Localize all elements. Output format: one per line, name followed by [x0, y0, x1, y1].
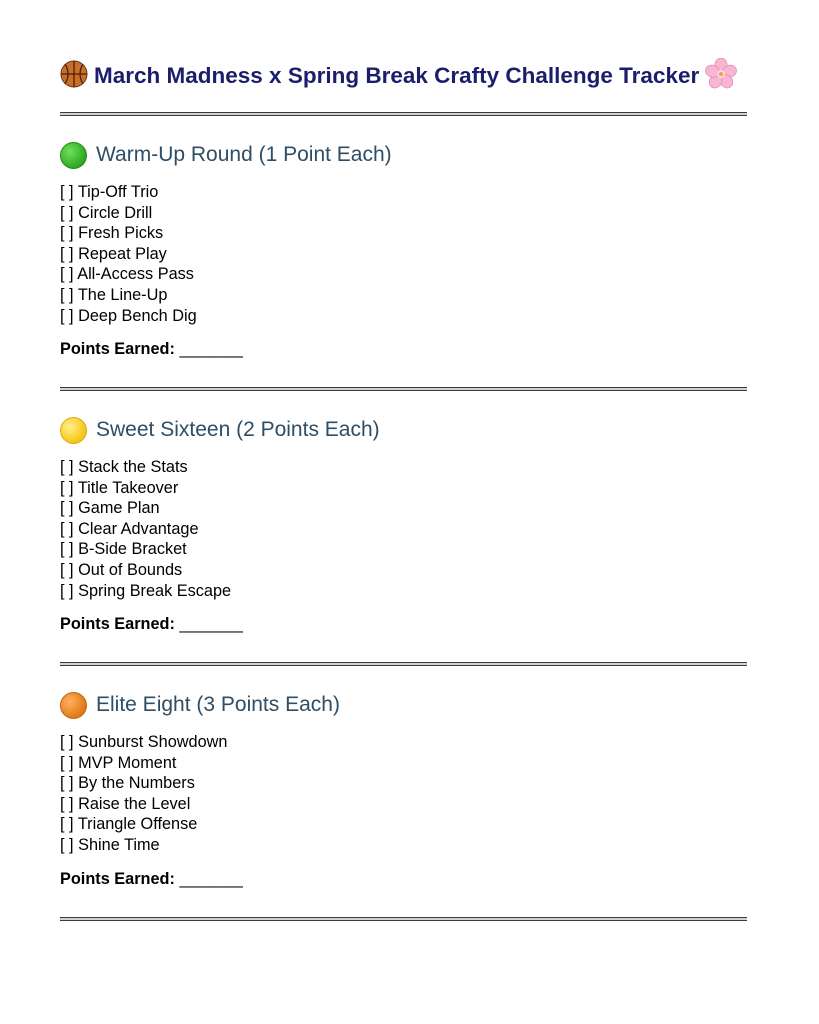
checkbox[interactable]: [ ]: [60, 774, 74, 793]
checkbox[interactable]: [ ]: [60, 835, 74, 854]
checkbox[interactable]: [ ]: [60, 203, 74, 222]
section-title: Elite Eight (3 Points Each): [96, 693, 340, 716]
points-earned: [60, 869, 747, 889]
basketball-icon: [60, 60, 88, 93]
section-header: [60, 415, 747, 445]
list-item[interactable]: [60, 581, 747, 602]
list-item[interactable]: [60, 264, 747, 285]
divider: [60, 662, 747, 666]
section-warm-up: [60, 140, 747, 359]
points-blank[interactable]: _______: [179, 615, 243, 634]
checkbox[interactable]: [ ]: [60, 224, 74, 243]
section-elite-eight: [60, 690, 747, 889]
page-title: March Madness x Spring Break Crafty Challenge Tracker: [94, 63, 700, 88]
checkbox[interactable]: [ ]: [60, 244, 74, 263]
item-label: Clear Advantage: [78, 519, 199, 538]
checkbox[interactable]: [ ]: [60, 815, 74, 834]
item-label: Title Takeover: [77, 478, 179, 497]
item-label: Circle Drill: [78, 203, 153, 222]
list-item[interactable]: [60, 182, 747, 203]
item-label: Deep Bench Dig: [78, 306, 197, 325]
item-label: Tip-Off Trio: [77, 183, 159, 201]
divider: [60, 387, 747, 391]
list-item[interactable]: [60, 306, 747, 327]
list-item[interactable]: [60, 814, 747, 835]
item-label: By the Numbers: [78, 774, 195, 793]
checkbox[interactable]: [ ]: [60, 183, 74, 201]
list-item[interactable]: [60, 478, 747, 499]
list-item[interactable]: [60, 498, 747, 519]
item-label: Repeat Play: [78, 244, 167, 263]
checkbox[interactable]: [ ]: [60, 540, 74, 559]
checkbox[interactable]: [ ]: [60, 458, 74, 476]
list-item[interactable]: [60, 457, 747, 478]
points-earned: [60, 614, 747, 634]
item-label: Fresh Picks: [78, 224, 164, 243]
list-item[interactable]: [60, 519, 747, 540]
item-label: The Line-Up: [77, 285, 168, 304]
section-header: [60, 690, 747, 720]
list-item[interactable]: [60, 794, 747, 815]
list-item[interactable]: [60, 244, 747, 265]
checklist: [60, 457, 747, 601]
orange-circle-icon: [60, 692, 87, 719]
points-label: Points Earned:: [60, 340, 175, 359]
points-label: Points Earned:: [60, 869, 175, 888]
list-item[interactable]: [60, 203, 747, 224]
list-item[interactable]: [60, 539, 747, 560]
item-label: MVP Moment: [78, 753, 177, 772]
divider-bottom: [60, 917, 747, 921]
checkbox[interactable]: [ ]: [60, 519, 74, 538]
item-label: All-Access Pass: [77, 265, 194, 284]
checkbox[interactable]: [ ]: [60, 560, 74, 579]
item-label: B-Side Bracket: [78, 540, 187, 559]
points-blank[interactable]: _______: [179, 869, 243, 888]
checkbox[interactable]: [ ]: [60, 285, 74, 304]
item-label: Sunburst Showdown: [78, 733, 228, 751]
checklist: [60, 732, 747, 856]
list-item[interactable]: [60, 732, 747, 753]
list-item[interactable]: [60, 223, 747, 244]
divider-top: [60, 112, 747, 116]
section-sweet-sixteen: [60, 415, 747, 634]
item-label: Game Plan: [78, 499, 160, 518]
checkbox[interactable]: [ ]: [60, 753, 74, 772]
list-item[interactable]: [60, 560, 747, 581]
checkbox[interactable]: [ ]: [60, 581, 74, 600]
checkbox[interactable]: [ ]: [60, 794, 74, 813]
item-label: Triangle Offense: [77, 815, 198, 834]
item-label: Spring Break Escape: [78, 581, 232, 600]
item-label: Out of Bounds: [78, 560, 183, 579]
section-title: Warm-Up Round (1 Point Each): [96, 143, 392, 166]
checkbox[interactable]: [ ]: [60, 733, 74, 751]
section-header: [60, 140, 747, 170]
points-blank[interactable]: _______: [179, 340, 243, 359]
list-item[interactable]: [60, 753, 747, 774]
item-label: Stack the Stats: [78, 458, 188, 476]
section-title: Sweet Sixteen (2 Points Each): [96, 418, 380, 441]
yellow-circle-icon: [60, 417, 87, 444]
list-item[interactable]: [60, 835, 747, 856]
checkbox[interactable]: [ ]: [60, 265, 74, 284]
cherry-blossom-icon: [705, 58, 737, 95]
points-label: Points Earned:: [60, 615, 175, 634]
item-label: Raise the Level: [78, 794, 191, 813]
page-header: [60, 58, 780, 94]
points-earned: [60, 339, 747, 359]
checklist: [60, 182, 747, 326]
list-item[interactable]: [60, 285, 747, 306]
checkbox[interactable]: [ ]: [60, 306, 74, 325]
item-label: Shine Time: [78, 835, 160, 854]
checkbox[interactable]: [ ]: [60, 499, 74, 518]
list-item[interactable]: [60, 773, 747, 794]
checkbox[interactable]: [ ]: [60, 478, 74, 497]
green-circle-icon: [60, 142, 87, 169]
